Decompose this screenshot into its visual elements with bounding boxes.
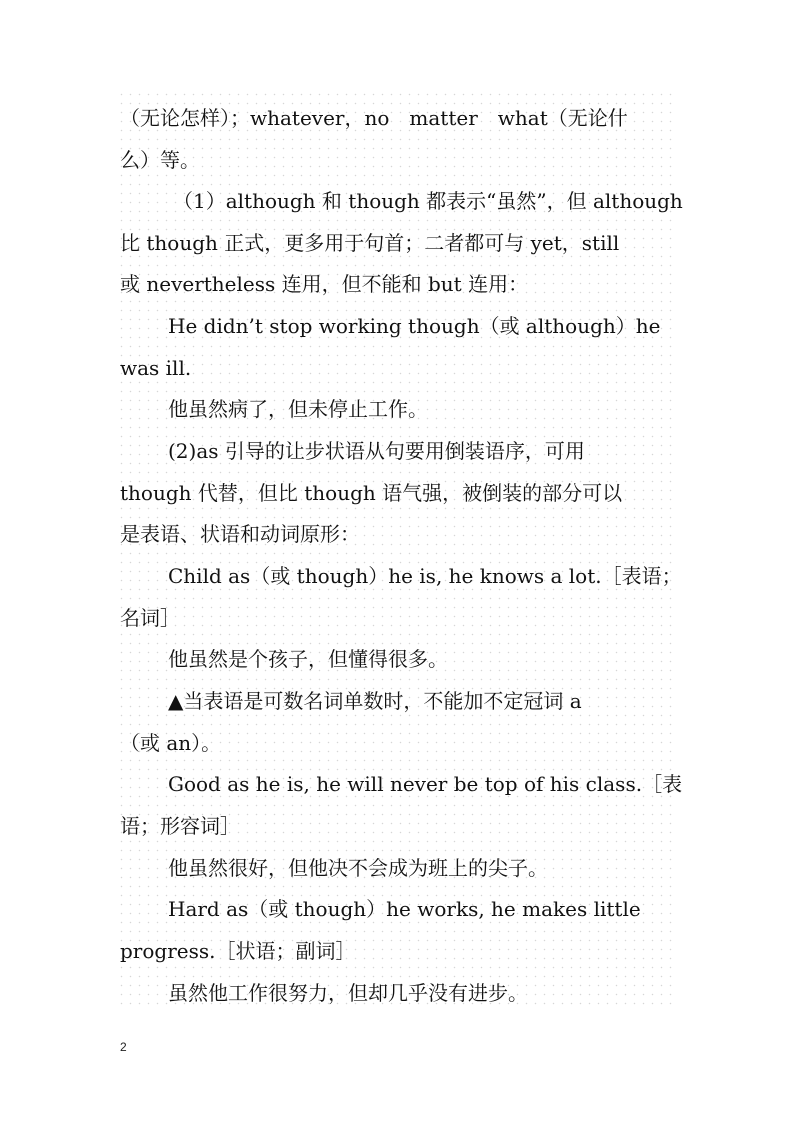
left-margin [0, 0, 118, 1123]
text-line: 么）等。 [120, 148, 200, 172]
page-number: 2 [120, 1040, 127, 1054]
text-line: 名词］ [120, 606, 180, 630]
text-line: He didn’t stop working though（或 although）he [168, 314, 661, 338]
text-line: Good as he is, he will never be top of his class.［表 [168, 772, 683, 796]
text-line: 比 though 正式，更多用于句首；二者都可与 yet，still [120, 231, 620, 255]
text-line: 是表语、状语和动词原形： [120, 522, 360, 546]
text-line: (2)as 引导的让步状语从句要用倒装语序，可用 [168, 439, 585, 463]
right-margin [676, 0, 794, 1123]
text-line: progress.［状语；副词］ [120, 939, 356, 963]
text-line: 语；形容词］ [120, 814, 240, 838]
text-line: （或 an）。 [120, 731, 222, 755]
text-line: （无论怎样）；whatever，no matter what（无论什 [120, 106, 628, 130]
text-line: 虽然他工作很努力，但却几乎没有进步。 [168, 981, 528, 1005]
top-margin [0, 0, 794, 90]
text-line: was ill. [120, 356, 192, 380]
bottom-margin [0, 1010, 794, 1123]
text-line: Hard as（或 though）he works, he makes little [168, 897, 641, 921]
text-line: 他虽然病了，但未停止工作。 [168, 397, 428, 421]
text-line: ▲当表语是可数名词单数时，不能加不定冠词 a [168, 689, 582, 713]
text-line: 他虽然是个孩子，但懂得很多。 [168, 647, 448, 671]
text-line: 他虽然很好，但他决不会成为班上的尖子。 [168, 856, 548, 880]
text-line: though 代替，但比 though 语气强，被倒装的部分可以 [120, 481, 623, 505]
text-line: （1）although 和 though 都表示“虽然”，但 although [173, 189, 683, 213]
text-line: 或 nevertheless 连用，但不能和 but 连用： [120, 272, 529, 296]
text-line: Child as（或 though）he is, he knows a lot.［表语； [168, 564, 682, 588]
